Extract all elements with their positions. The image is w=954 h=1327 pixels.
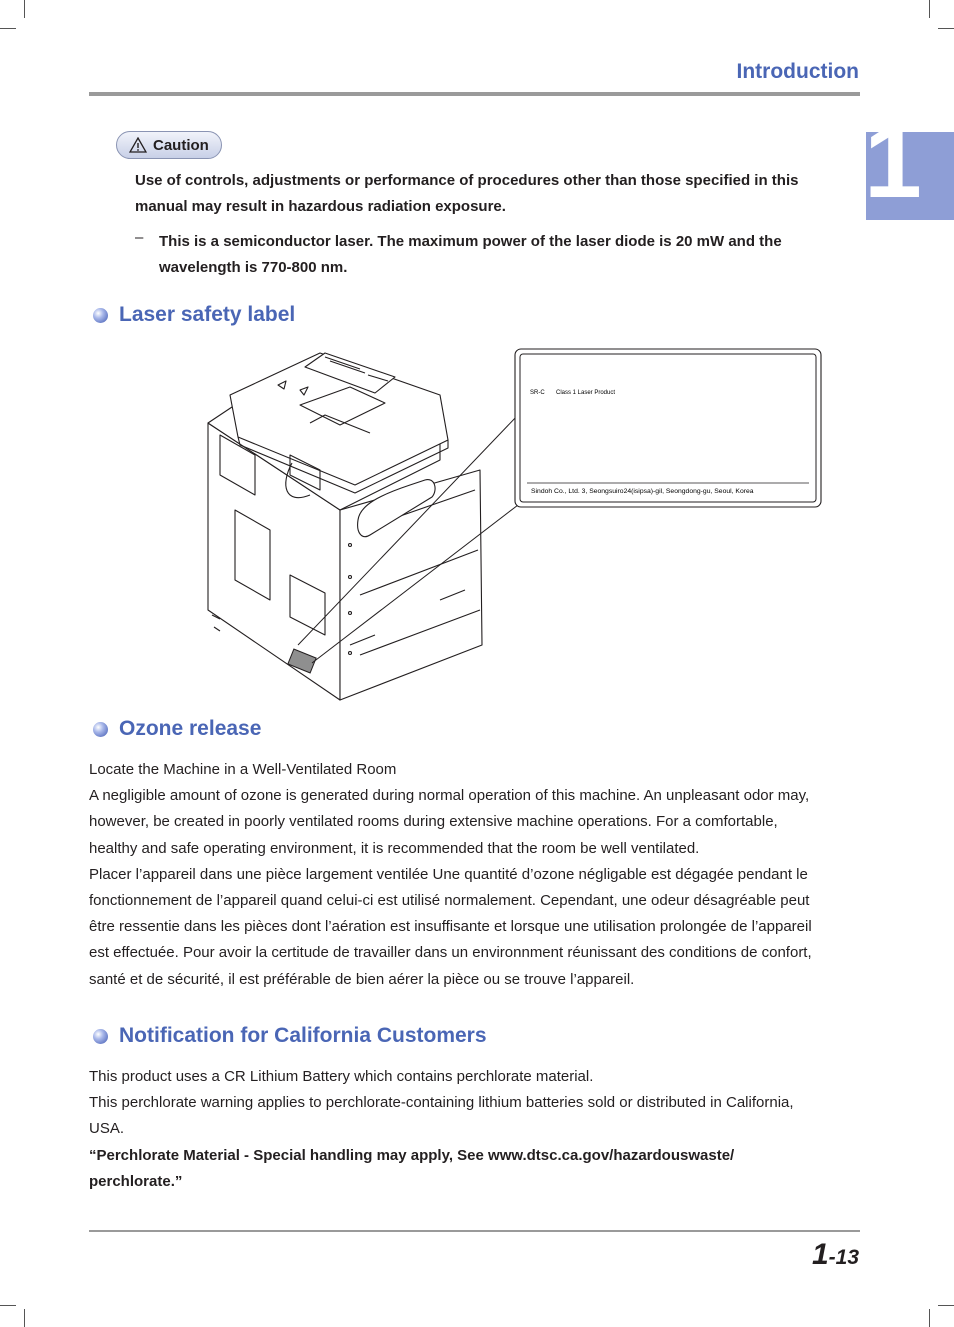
copier-drawing — [208, 353, 482, 700]
footer-rule — [89, 1230, 860, 1232]
crop-mark — [24, 1309, 25, 1327]
section-heading-ozone — [93, 716, 261, 742]
section-title: Ozone release — [119, 717, 262, 740]
page-chapter: 1 — [811, 1238, 829, 1271]
crop-mark — [0, 1305, 16, 1306]
header-title: Introduction — [736, 60, 859, 83]
caution-badge — [116, 131, 222, 159]
section-bullet-icon — [93, 722, 108, 737]
page-number — [812, 1238, 859, 1272]
section-heading-laser — [93, 302, 295, 328]
label-class: Class 1 Laser Product — [556, 390, 616, 396]
warning-triangle-icon — [129, 137, 147, 153]
california-body: This product uses a CR Lithium Battery which contains perchlorate material. This perchlorate warning applies to perchlorate-containing lithium batteries sold or distributed in California, USA. “Perchlorate Material - Special handling may apply, See www.dtsc.ca.gov/hazardouswaste/ perchlorate.” — [89, 1068, 794, 1190]
section-bullet-icon — [93, 308, 108, 323]
caution-note: This is a semiconductor laser. The maximum power of the laser diode is 20 mW and the wavelength is 770-800 nm. — [159, 233, 782, 276]
laser-label-inner — [520, 354, 816, 502]
label-address: Sindoh Co., Ltd. 3, Seongsuiro24(isipsa)-gil, Seongdong-gu, Seoul, Korea — [531, 488, 754, 495]
chapter-tab — [864, 104, 954, 220]
chapter-number: 1 — [864, 104, 922, 220]
crop-mark — [0, 28, 16, 29]
crop-mark — [24, 0, 25, 18]
section-heading-california — [93, 1023, 487, 1049]
section-title: Laser safety label — [119, 303, 296, 326]
caution-paragraph: Use of controls, adjustments or performance of procedures other than those specified in this manual may result in hazardous radiation exposure. — [135, 172, 799, 215]
section-bullet-icon — [93, 1029, 108, 1044]
ozone-body: Locate the Machine in a Well-Ventilated Room A negligible amount of ozone is generated during normal operation of this machine. An unpleasant odor may, however, be created in poorly ventilated rooms during extensive machine operations. For a comfortable, healthy and safe operating environment, it is recommended that the room be well ventilated. Placer l’appareil dans une pièce largement ventilée Une quantité d’ozone négligable est dégagée pendant le fonctionnement de l’appareil quand celui-ci est utilisé normalement. Cependant, une odeur désagréable peut être ressentie dans les pièces dont l’aération est insuffisante et lorsque une utilisation prolongée de l’appareil est effectuée. Pour avoir la certitude de travailler dans un environnment réunissant des conditions de confort, santé et de sécurité, il est préférable de bien aérer la pièce ou se trouve l’appareil. — [89, 761, 812, 988]
page-index: -13 — [828, 1246, 859, 1269]
crop-mark — [929, 0, 930, 18]
crop-mark — [938, 28, 954, 29]
header-rule — [89, 92, 860, 96]
laser-label-figure — [200, 345, 825, 705]
caution-label: Caution — [153, 136, 209, 154]
section-title: Notification for California Customers — [119, 1024, 487, 1047]
crop-mark — [938, 1305, 954, 1306]
crop-mark — [929, 1309, 930, 1327]
list-dash: – — [135, 229, 144, 246]
label-model: SR-C — [530, 390, 545, 396]
